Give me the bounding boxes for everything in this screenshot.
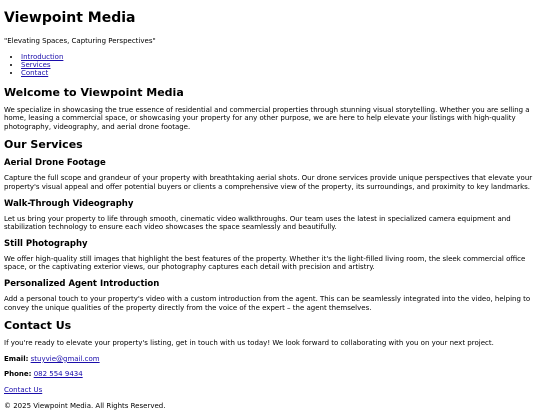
services-section — [4, 138, 536, 312]
copyright-text: © 2025 Viewpoint Media. All Rights Reserved. — [4, 402, 536, 410]
nav-link-contact[interactable]: Contact — [21, 69, 48, 77]
email-link[interactable]: stuyvie@gmail.com — [31, 355, 100, 363]
tagline: "Elevating Spaces, Capturing Perspectives" — [4, 37, 536, 46]
service-title-walkthrough: Walk-Through Videography — [4, 199, 536, 209]
nav-item-services — [21, 61, 536, 69]
nav-link-introduction[interactable]: Introduction — [21, 53, 63, 61]
service-text-walkthrough: Let us bring your property to life through smooth, cinematic video walkthroughs. Our team uses the latest in specialized camera equipment and stabilization technology to ensure each video showcases the space seamlessly and beautifully. — [4, 215, 536, 232]
service-title-still: Still Photography — [4, 239, 536, 249]
service-text-agent: Add a personal touch to your property's video with a custom introduction from the agent. This can be seamlessly integrated into the video, helping to convey the unique qualities of the property directly from the voice of the expert – the agent themselves. — [4, 295, 536, 312]
footer — [4, 402, 536, 410]
nav-list — [4, 53, 536, 77]
intro-section — [4, 86, 536, 132]
service-title-aerial: Aerial Drone Footage — [4, 158, 536, 168]
contact-heading: Contact Us — [4, 319, 536, 332]
contact-link-row — [4, 386, 536, 395]
contact-text: If you're ready to elevate your property's listing, get in touch with us today! We look forward to collaborating with you on your next project. — [4, 339, 536, 348]
services-heading: Our Services — [4, 138, 536, 151]
contact-us-link[interactable]: Contact Us — [4, 386, 42, 394]
service-title-agent: Personalized Agent Introduction — [4, 279, 536, 289]
phone-label: Phone: — [4, 370, 31, 378]
site-title: Viewpoint Media — [4, 10, 536, 26]
intro-text: We specialize in showcasing the true essence of residential and commercial properties through stunning visual storytelling. Whether you are selling a home, leasing a commercial space, or showcasing your property for any other purpose, we are here to help elevate your listings with high-quality photography, videography, and aerial drone footage. — [4, 106, 536, 132]
phone-link[interactable]: 082 554 9434 — [34, 370, 83, 378]
contact-email-row — [4, 355, 536, 364]
service-text-still: We offer high-quality still images that highlight the best features of the property. Whether it's the light-filled living room, the sleek commercial office space, or the captivating exterior views, our photography captures each detail with precision and artistry. — [4, 255, 536, 272]
email-label: Email: — [4, 355, 28, 363]
intro-heading: Welcome to Viewpoint Media — [4, 86, 536, 99]
service-text-aerial: Capture the full scope and grandeur of your property with breathtaking aerial shots. Our drone services provide unique perspectives that elevate your property's visual appeal and offer potential buyers or clients a comprehensive view of the property, its surroundings, and proximity to key landmarks. — [4, 174, 536, 191]
nav-item-introduction — [21, 53, 536, 61]
nav-link-services[interactable]: Services — [21, 61, 51, 69]
contact-phone-row — [4, 370, 536, 379]
nav-item-contact — [21, 69, 536, 77]
contact-section — [4, 319, 536, 394]
